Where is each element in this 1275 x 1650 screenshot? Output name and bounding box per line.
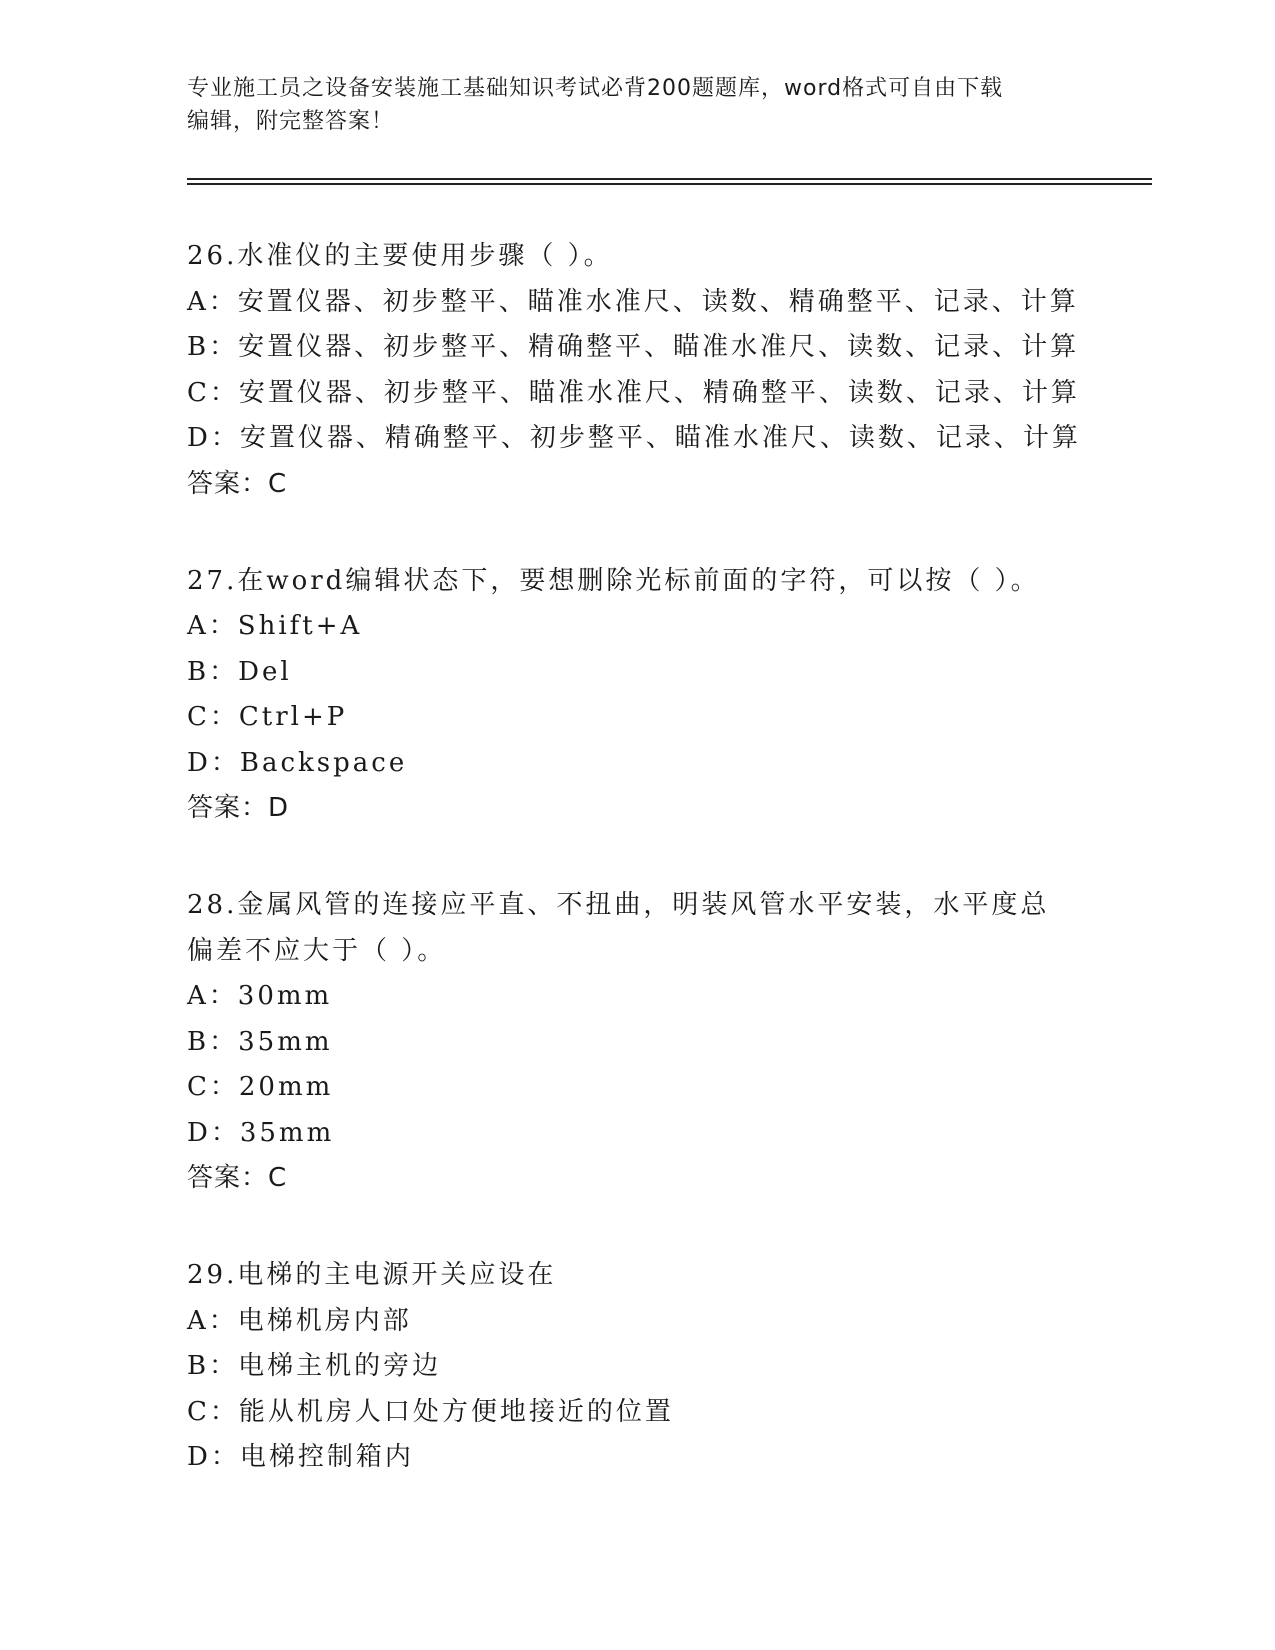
answer-text: 答案：D bbox=[187, 793, 290, 823]
option-b: B：电梯主机的旁边 bbox=[187, 1351, 442, 1381]
option-c: C：20mm bbox=[187, 1072, 334, 1102]
question-list bbox=[187, 234, 1087, 1533]
option-a: A：安置仪器、初步整平、瞄准水准尺、读数、精确整平、记录、计算 bbox=[187, 286, 1079, 317]
option-b: B：Del bbox=[187, 656, 292, 687]
question-stem: 27.在word编辑状态下，要想删除光标前面的字符，可以按（ ）。 bbox=[187, 565, 1040, 596]
option-d: D：安置仪器、精确整平、初步整平、瞄准水准尺、读数、记录、计算 bbox=[187, 423, 1081, 453]
document-header bbox=[187, 72, 1067, 138]
question-stem: 29.电梯的主电源开关应设在 bbox=[187, 1260, 557, 1290]
option-a: A：电梯机房内部 bbox=[187, 1305, 412, 1336]
answer-text: 答案：C bbox=[187, 1163, 288, 1193]
option-d: D：Backspace bbox=[187, 747, 408, 778]
option-c: C：Ctrl+P bbox=[187, 702, 348, 732]
option-c: C：能从机房人口处方便地接近的位置 bbox=[187, 1396, 674, 1427]
header-line-2: 编辑，附完整答案！ bbox=[187, 109, 395, 134]
question-26 bbox=[187, 234, 1087, 507]
header-line-1: 专业施工员之设备安装施工基础知识考试必背200题题库，word格式可自由下载 bbox=[187, 76, 1004, 101]
option-a: A：Shift+A bbox=[187, 611, 363, 641]
question-28 bbox=[187, 883, 1087, 1201]
question-stem: 28.金属风管的连接应平直、不扭曲，明装风管水平安装，水平度总偏差不应大于（ ）。 bbox=[187, 890, 1050, 966]
option-c: C：安置仪器、初步整平、瞄准水准尺、精确整平、读数、记录、计算 bbox=[187, 377, 1080, 408]
question-29 bbox=[187, 1253, 1087, 1481]
option-d: D：电梯控制箱内 bbox=[187, 1442, 414, 1472]
header-divider-top bbox=[187, 178, 1152, 180]
header-divider-bottom bbox=[187, 183, 1152, 185]
option-a: A：30mm bbox=[187, 981, 333, 1011]
question-stem: 26.水准仪的主要使用步骤（ ）。 bbox=[187, 241, 613, 271]
option-d: D：35mm bbox=[187, 1117, 335, 1148]
option-b: B：安置仪器、初步整平、精确整平、瞄准水准尺、读数、记录、计算 bbox=[187, 332, 1080, 362]
question-27 bbox=[187, 559, 1087, 832]
answer-text: 答案：C bbox=[187, 468, 288, 499]
option-b: B：35mm bbox=[187, 1026, 333, 1057]
